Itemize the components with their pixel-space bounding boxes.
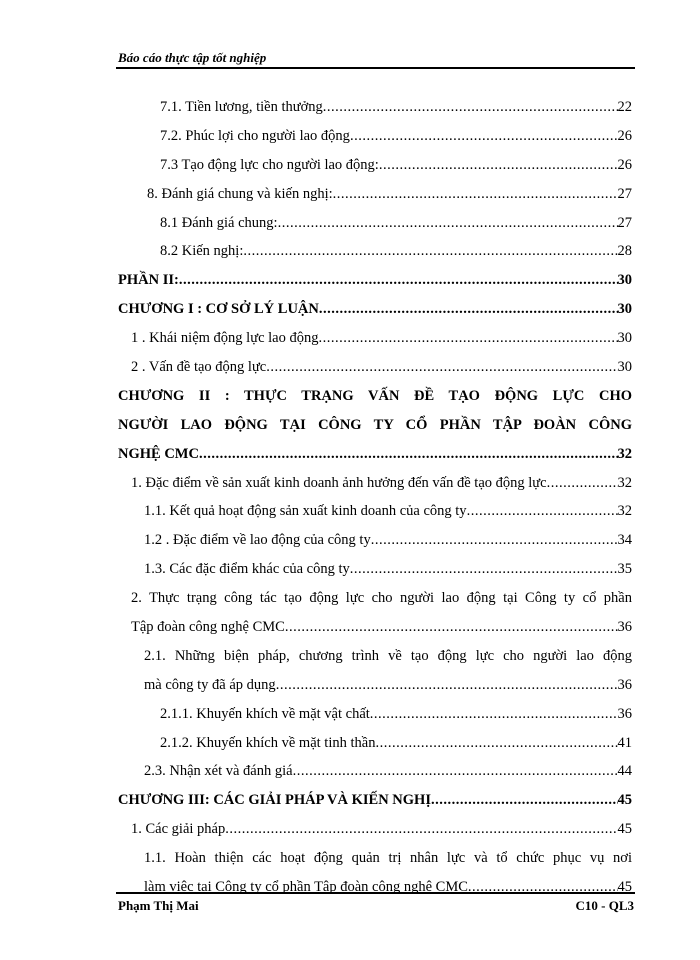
toc-page: 26	[617, 127, 632, 144]
toc-entry-8-2[interactable]	[0, 237, 700, 266]
toc-label: CHƯƠNG III: CÁC GIẢI PHÁP VÀ KIẾN NGHỊ	[118, 792, 431, 809]
toc-entry-c3-1-1-line-1[interactable]	[0, 844, 700, 873]
toc-page: 45	[617, 792, 632, 809]
toc-entry-chapter-2[interactable]	[0, 440, 700, 469]
dot-leader	[225, 815, 617, 844]
toc-label: 1.1. Kết quả hoạt động sản xuất kinh doanh của công ty	[144, 503, 467, 520]
toc-page: 27	[617, 185, 632, 202]
toc-entry-c2-1-3[interactable]	[0, 555, 700, 584]
dot-leader	[431, 786, 618, 815]
toc-entry-7-2[interactable]	[0, 122, 700, 151]
toc-entry-c3-1[interactable]	[0, 815, 700, 844]
toc-entry-8-1[interactable]	[0, 209, 700, 238]
dot-leader	[371, 526, 618, 555]
dot-leader	[278, 209, 618, 238]
toc-entry-c2-2-1-1[interactable]	[0, 700, 700, 729]
toc-label: 7.3 Tạo động lực cho người lao động:	[160, 156, 379, 173]
dot-leader	[243, 237, 617, 266]
toc-page: 34	[617, 532, 632, 549]
toc-page: 30	[617, 330, 632, 347]
toc-label: 2 . Vấn đề tạo động lực	[131, 359, 267, 376]
toc-label-line: CHƯƠNG II : THỰC TRẠNG VẤN ĐỀ TẠO ĐỘNG LỰC CHO	[118, 387, 632, 404]
dot-leader	[350, 555, 618, 584]
toc-label-line: 2.1. Những biện pháp, chương trình về tạo động lực cho người lao động	[144, 647, 632, 664]
toc-page: 36	[617, 619, 632, 636]
dot-leader	[323, 93, 618, 122]
header-rule	[116, 67, 635, 69]
dot-leader	[179, 266, 618, 295]
toc-label: 2.1.2. Khuyến khích về mặt tinh thần	[160, 734, 376, 751]
dot-leader	[266, 353, 617, 382]
toc-page: 32	[617, 503, 632, 520]
toc-label-line: NGƯỜI LAO ĐỘNG TẠI CÔNG TY CỔ PHẦN TẬP ĐOÀN CÔNG	[118, 416, 632, 433]
toc-page: 41	[617, 734, 632, 751]
toc-page: 45	[617, 879, 632, 896]
toc-entry-c2-2[interactable]	[0, 613, 700, 642]
dot-leader	[350, 122, 618, 151]
toc-label: làm việc tại Công ty cổ phần Tập đoàn công nghệ CMC	[144, 879, 468, 896]
toc-entry-c2-1-2[interactable]	[0, 526, 700, 555]
toc-label-line: 2. Thực trạng công tác tạo động lực cho người lao động tại Công ty cổ phần	[131, 590, 632, 607]
toc-page: 30	[617, 301, 632, 318]
toc-page: 45	[617, 821, 632, 838]
dot-leader	[199, 440, 618, 469]
toc-label: mà công ty đã áp dụng	[144, 676, 276, 693]
dot-leader	[379, 151, 618, 180]
toc-entry-chapter-2-line-2[interactable]	[0, 411, 700, 440]
toc-entry-part-2[interactable]	[0, 266, 700, 295]
toc-label: 8.1 Đánh giá chung:	[160, 214, 278, 231]
toc-entry-7-3[interactable]	[0, 151, 700, 180]
dot-leader	[370, 700, 618, 729]
dot-leader	[333, 180, 618, 209]
toc-entry-c2-1-1[interactable]	[0, 497, 700, 526]
toc-page: 22	[617, 99, 632, 115]
table-of-contents	[0, 93, 700, 902]
toc-label: 8. Đánh giá chung và kiến nghị:	[147, 185, 333, 202]
toc-entry-c2-2-1-line-1[interactable]	[0, 642, 700, 671]
toc-entry-7-1[interactable]	[0, 93, 700, 122]
toc-label: Tập đoàn công nghệ CMC	[131, 619, 285, 636]
dot-leader	[547, 469, 618, 498]
toc-label: NGHỆ CMC	[118, 445, 199, 462]
toc-entry-c1-1[interactable]	[0, 324, 700, 353]
toc-label: CHƯƠNG I : CƠ SỞ LÝ LUẬN	[118, 301, 319, 318]
dot-leader	[293, 757, 618, 786]
toc-label: 1.3. Các đặc điểm khác của công ty	[144, 561, 350, 578]
toc-label: 8.2 Kiến nghị:	[160, 243, 244, 260]
toc-page: 28	[617, 243, 632, 260]
toc-entry-c2-2-1-2[interactable]	[0, 729, 700, 758]
toc-page: 30	[617, 359, 632, 376]
toc-entry-chapter-2-line-1[interactable]	[0, 382, 700, 411]
toc-label-line: 1.1. Hoàn thiện các hoạt động quản trị nhân lực và tổ chức phục vụ nơi	[144, 850, 632, 867]
toc-label: 1 . Khái niệm động lực lao động	[131, 330, 319, 347]
toc-entry-c2-1[interactable]	[0, 469, 700, 498]
toc-page: 32	[617, 445, 632, 462]
toc-page: 30	[617, 272, 632, 289]
toc-entry-c1-2[interactable]	[0, 353, 700, 382]
toc-page: 44	[617, 763, 632, 780]
toc-label: 7.2. Phúc lợi cho người lao động	[160, 127, 350, 144]
toc-label: 1.2 . Đặc điểm về lao động của công ty	[144, 532, 371, 549]
toc-label: 2.1.1. Khuyến khích về mặt vật chất	[160, 705, 370, 722]
footer-rule	[116, 892, 635, 894]
toc-label: 1. Các giải pháp	[131, 821, 226, 838]
toc-entry-chapter-1[interactable]	[0, 295, 700, 324]
toc-page: 26	[617, 156, 632, 173]
toc-page: 36	[617, 705, 632, 722]
dot-leader	[467, 497, 618, 526]
toc-entry-c2-2-1[interactable]	[0, 671, 700, 700]
toc-page: 32	[617, 474, 632, 491]
toc-page: 27	[617, 214, 632, 231]
toc-entry-c2-2-line-1[interactable]	[0, 584, 700, 613]
toc-entry-c2-2-3[interactable]	[0, 757, 700, 786]
toc-page: 36	[617, 676, 632, 693]
toc-label: 2.3. Nhận xét và đánh giá	[144, 763, 293, 780]
toc-entry-8[interactable]	[0, 180, 700, 209]
footer-author: Phạm Thị Mai	[118, 898, 199, 913]
dot-leader	[318, 324, 617, 353]
dot-leader	[285, 613, 618, 642]
toc-label: PHẦN II:	[118, 272, 179, 289]
running-header: Báo cáo thực tập tốt nghiệp	[118, 50, 267, 65]
dot-leader	[276, 671, 618, 700]
toc-entry-chapter-3[interactable]	[0, 786, 700, 815]
dot-leader	[319, 295, 618, 324]
toc-label: 7.1. Tiền lương, tiền thưởng	[160, 99, 323, 115]
toc-page: 35	[617, 561, 632, 578]
footer-class: C10 - QL3	[575, 898, 634, 913]
toc-label: 1. Đặc điểm về sản xuất kinh doanh ảnh hưởng đến vấn đề tạo động lực	[131, 474, 547, 491]
dot-leader	[375, 729, 617, 758]
